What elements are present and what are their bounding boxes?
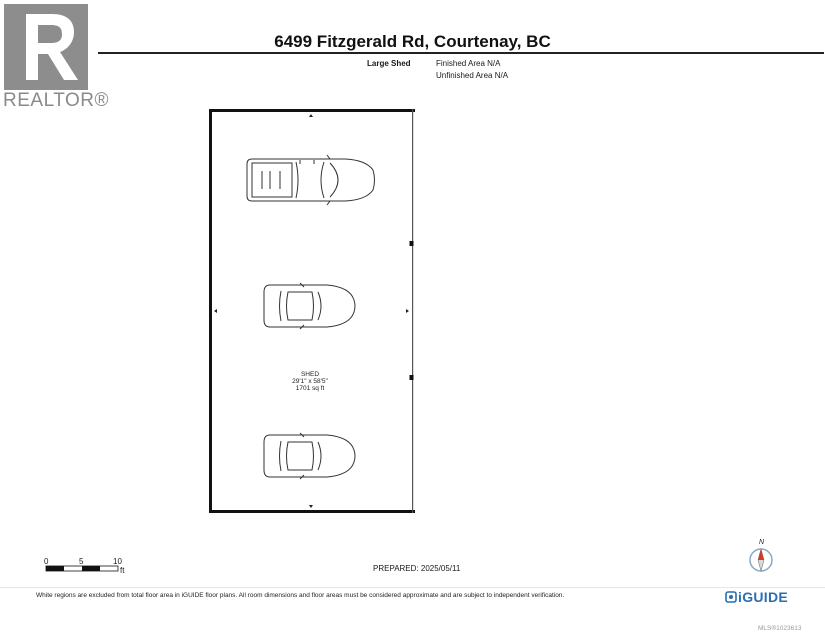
shed-walls (209, 109, 415, 513)
disclaimer-text: White regions are excluded from total floor area in iGUIDE floor plans. All room dimensions and floor areas must be considered approximate and are subject to independent verification. (36, 592, 565, 599)
truck-icon (247, 155, 375, 205)
car-icon (264, 283, 355, 329)
compass-label: N (759, 539, 765, 546)
scale-unit: ft (120, 566, 125, 575)
footer-divider (0, 587, 825, 588)
iguide-logo-mark (726, 592, 736, 602)
page-title: 6499 Fitzgerald Rd, Courtenay, BC (274, 32, 551, 51)
iguide-logo-text: iGUIDE (738, 589, 789, 605)
compass-icon (750, 549, 772, 571)
prepared-date: PREPARED: 2025/05/11 (373, 564, 461, 573)
scale-tick-label: 5 (79, 557, 84, 566)
scale-bar (46, 566, 118, 571)
section-name: Large Shed (367, 59, 411, 68)
room-area: 1701 sq ft (295, 385, 325, 392)
unfinished-area-label: Unfinished Area N/A (436, 71, 509, 80)
mls-number: MLS®1023613 (758, 625, 802, 632)
finished-area-label: Finished Area N/A (436, 59, 501, 68)
room-dimensions: 29'1" x 58'5" (292, 378, 328, 385)
scale-tick-label: 10 (113, 557, 122, 566)
realtor-logo-text: REALTOR® (3, 90, 109, 111)
dimension-markers (214, 114, 409, 508)
room-name: SHED (300, 371, 320, 378)
car-icon (264, 433, 355, 479)
scale-tick-label: 0 (44, 557, 49, 566)
